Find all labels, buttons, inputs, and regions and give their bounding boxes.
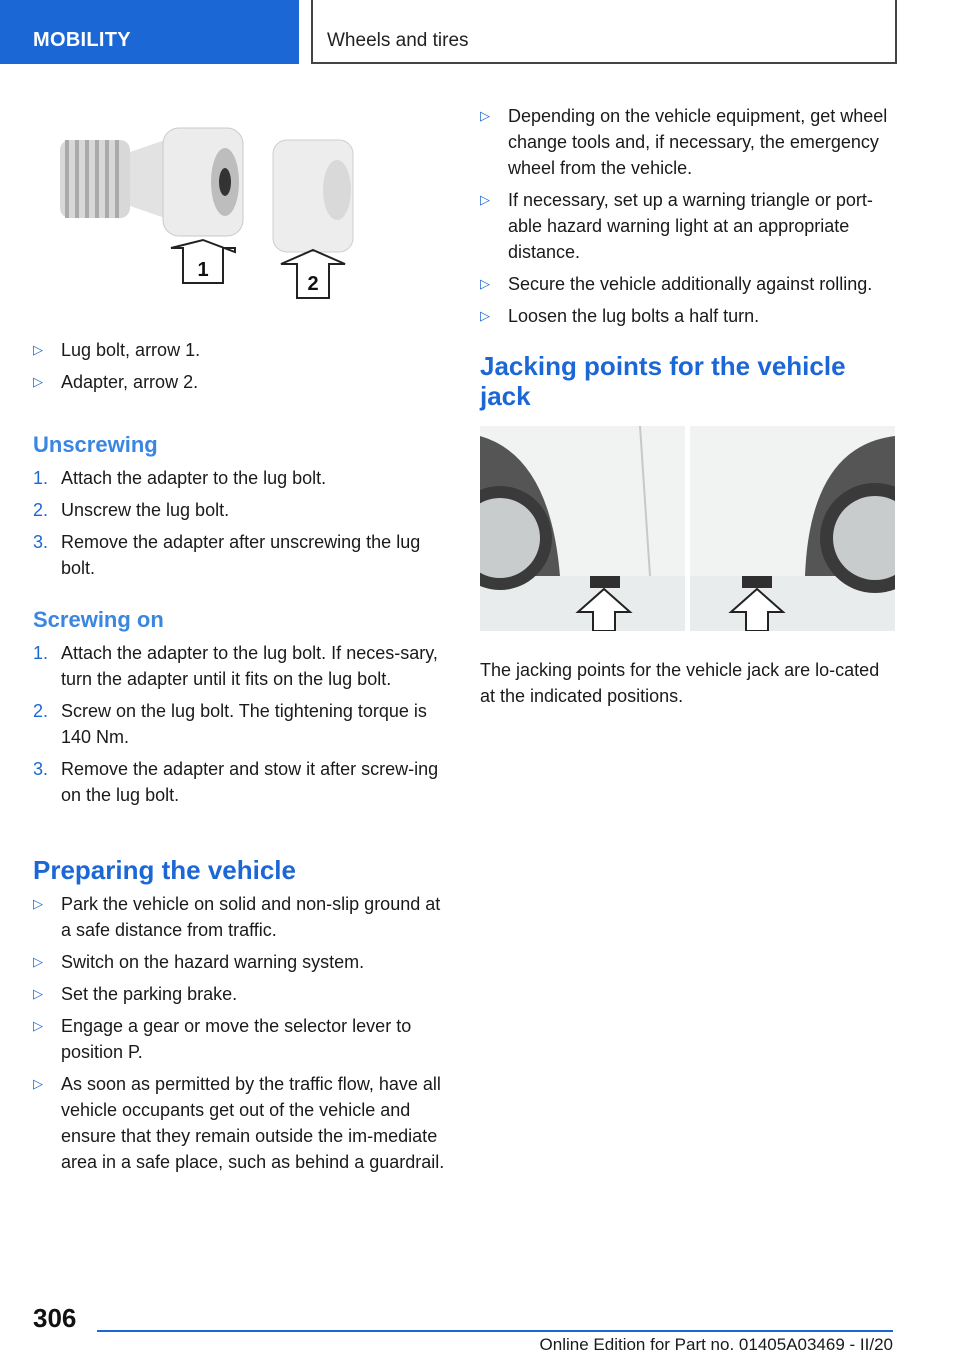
heading-screwing-on: Screwing on [33,607,164,632]
bullet-triangle-icon: ▷ [33,1076,43,1091]
header-chapter-label: Wheels and tires [327,30,469,51]
heading-unscrewing: Unscrewing [33,432,158,457]
list-item: ▷ Loosen the lug bolts a half turn. [480,303,900,329]
list-item: 2. Screw on the lug bolt. The tightening torque is 140 Nm. [33,701,427,747]
arrow-1-label: 1 [197,259,209,281]
jacking-points-figure [480,426,895,631]
footer-rule [97,1330,893,1332]
bolt-socket-center [219,168,231,196]
list-item: ▷ Engage a gear or move the selector lever to position P. [33,1013,453,1065]
bullet-triangle-icon: ▷ [33,1018,43,1033]
page-number: 306 [33,1303,77,1333]
right-jack-point [742,576,772,588]
header-section-tab [0,0,299,64]
bullet-triangle-icon: ▷ [33,896,43,911]
list-item: ▷ If necessary, set up a warning triangle or port-able hazard warning light at an appropriate distance. [480,187,900,265]
bullet-triangle-icon: ▷ [480,308,490,323]
adapter-socket [323,160,351,220]
list-item: ▷ Lug bolt, arrow 1. [33,337,453,363]
list-item: 3. Remove the adapter after unscrewing the lug bolt. [33,532,421,578]
left-jack-point [590,576,620,588]
bullet-triangle-icon: ▷ [480,276,490,291]
heading-preparing-vehicle: Preparing the vehicle [33,855,296,885]
list-item: ▷ Secure the vehicle additionally against rolling. [480,271,900,297]
bolt-neck [130,140,165,218]
screwing-on-steps [33,640,453,814]
preparation-continued-list [480,103,900,335]
list-item: ▷ Adapter, arrow 2. [33,369,453,395]
bullet-triangle-icon: ▷ [33,954,43,969]
preparing-vehicle-list [33,891,453,1181]
header-chapter-box [311,0,897,64]
list-item: 1. Attach the adapter to the lug bolt. [33,468,327,488]
list-item: 2. Unscrew the lug bolt. [33,500,230,520]
bullet-triangle-icon: ▷ [33,374,43,389]
arrow-2-label: 2 [307,273,319,295]
list-item: 1. Attach the adapter to the lug bolt. If neces-sary, turn the adapter until it fits on the lug bolt. [33,643,438,689]
edition-note: Online Edition for Part no. 01405A03469 - II/20 [539,1335,893,1354]
list-item: ▷ As soon as permitted by the traffic flow, have all vehicle occupants get out of the vehicle and ensure that they remain outside the im-mediate area in a safe place, such as behind a guardrail. [33,1071,453,1175]
unscrewing-steps [33,465,453,587]
bullet-triangle-icon: ▷ [480,192,490,207]
bullet-triangle-icon: ▷ [33,342,43,357]
bullet-triangle-icon: ▷ [33,986,43,1001]
heading-jacking-points: Jacking points for the vehicle jack [480,351,846,411]
lug-bolt-adapter-figure [55,118,375,308]
list-item: ▷ Depending on the vehicle equipment, get wheel change tools and, if necessary, the emergency wheel from the vehicle. [480,103,900,181]
list-item: 3. Remove the adapter and stow it after screw-ing on the lug bolt. [33,759,439,805]
list-item: ▷ Switch on the hazard warning system. [33,949,453,975]
jacking-points-description: The jacking points for the vehicle jack are lo-cated at the indicated positions. [480,660,880,706]
figure-legend-list [33,337,453,401]
bullet-triangle-icon: ▷ [480,108,490,123]
list-item: ▷ Set the parking brake. [33,981,453,1007]
header-section-label: MOBILITY [33,29,131,51]
list-item: ▷ Park the vehicle on solid and non-slip ground at a safe distance from traffic. [33,891,453,943]
